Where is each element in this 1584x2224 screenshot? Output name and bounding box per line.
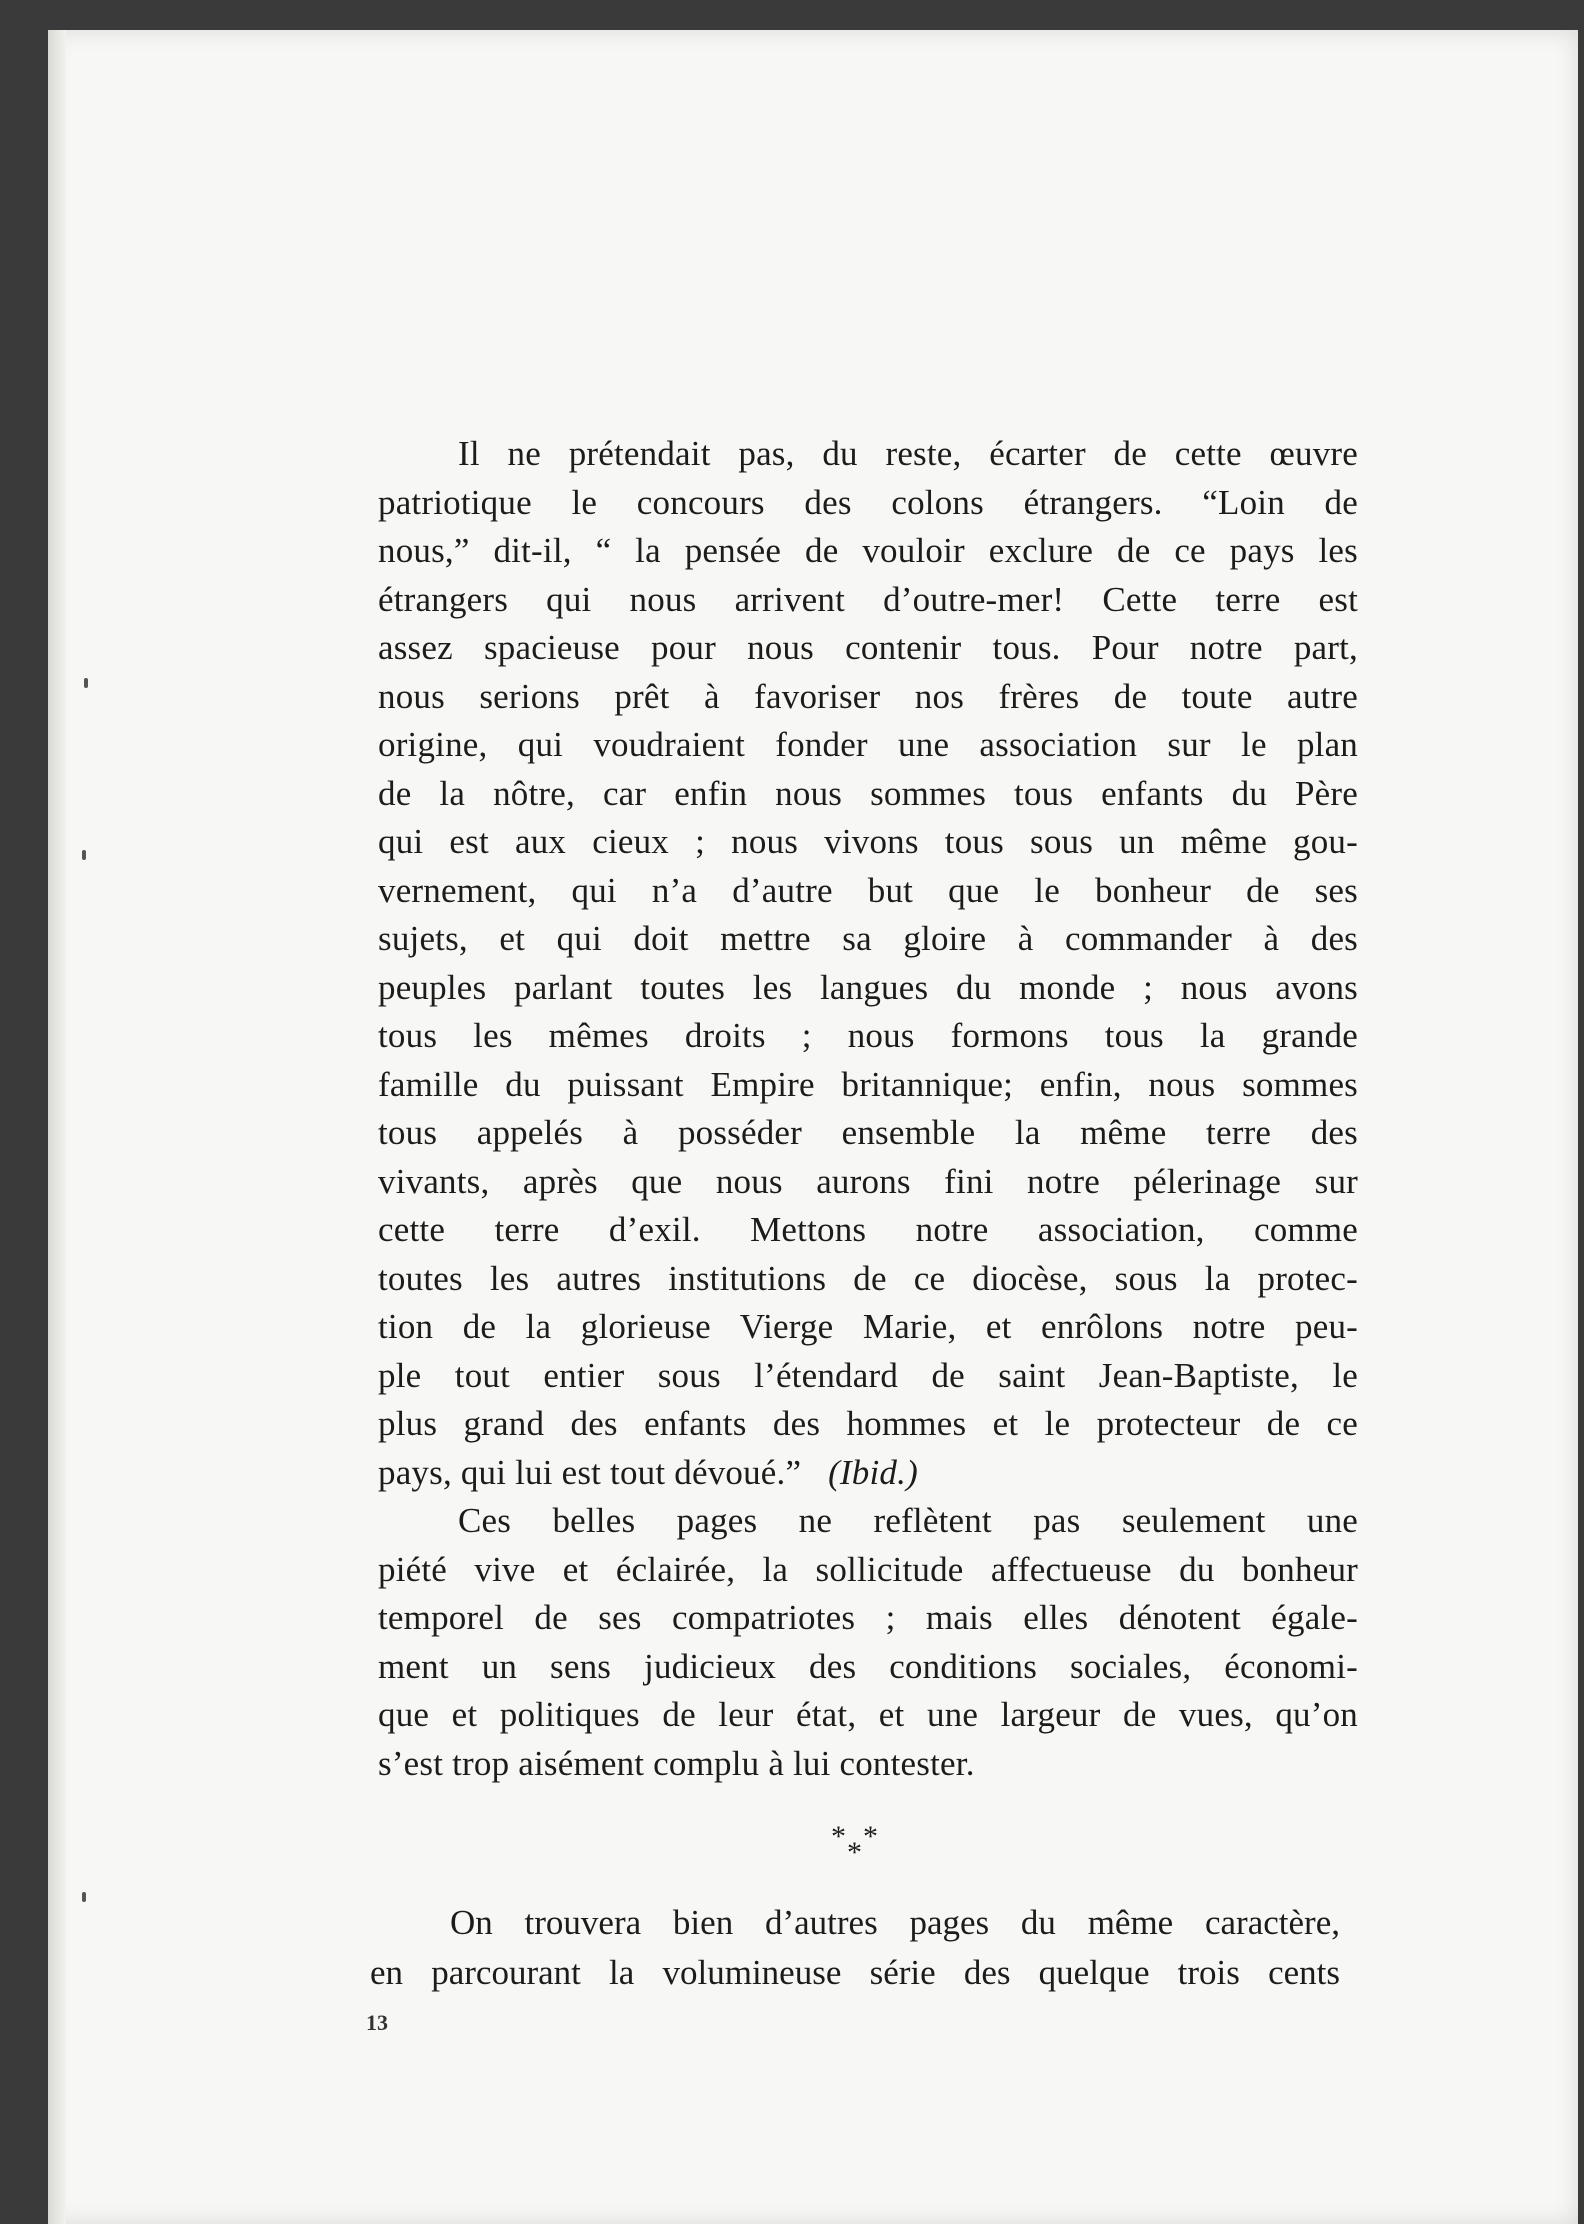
text-line: Ces belles pages ne reflètent pas seulement une [458, 1501, 1358, 1540]
text-line: plus grand des enfants des hommes et le protecteur de ce [378, 1404, 1358, 1443]
text-line: que et politiques de leur état, et une largeur de vues, qu’on [378, 1695, 1358, 1734]
text-line: étrangers qui nous arrivent d’outre-mer! Cette terre est [378, 579, 1358, 619]
text-line: cette terre d’exil. Mettons notre association, comme [378, 1210, 1358, 1249]
text-line: patriotique le concours des colons étrangers. “Loin de [378, 482, 1358, 522]
text-line: qui est aux cieux ; nous vivons tous sous un même gou- [378, 822, 1358, 861]
section-asterism [823, 1820, 893, 1880]
text-line: nous serions prêt à favoriser nos frères de toute autre [378, 676, 1358, 716]
citation-ibid: (Ibid.) [828, 1452, 918, 1492]
text-line: ple tout entier sous l’étendard de saint Jean-Baptiste, le [378, 1355, 1358, 1395]
text-line: vivants, après que nous aurons fini notre pélerinage sur [378, 1161, 1358, 1201]
margin-mark [82, 1892, 86, 1902]
text-line: On trouvera bien d’autres pages du même caractère, [450, 1903, 1340, 1942]
text-line: vernement, qui n’a d’autre but que le bonheur de ses [378, 870, 1358, 910]
text-line-body: pays, qui lui est tout dévoué.” [378, 1452, 802, 1492]
text-line: tous appelés à posséder ensemble la même terre des [378, 1113, 1358, 1152]
main-text-block [378, 430, 1358, 1788]
closing-text-block [370, 1898, 1340, 1998]
margin-mark [84, 678, 88, 688]
text-line: s’est trop aisément complu à lui contester. [378, 1743, 975, 1783]
text-line: famille du puissant Empire britannique; enfin, nous sommes [378, 1064, 1358, 1104]
text-line: piété vive et éclairée, la sollicitude affectueuse du bonheur [378, 1549, 1358, 1589]
text-line: peuples parlant toutes les langues du monde ; nous avons [378, 967, 1358, 1007]
text-line: en parcourant la volumineuse série des quelque trois cents [370, 1953, 1340, 1992]
text-line: Il ne prétendait pas, du reste, écarter de cette œuvre [458, 434, 1358, 473]
text-line: sujets, et qui doit mettre sa gloire à commander à des [378, 919, 1358, 958]
page-number: 13 [366, 2010, 388, 2035]
text-line: nous,” dit-il, “ la pensée de vouloir exclure de ce pays les [378, 531, 1358, 570]
text-line: temporel de ses compatriotes ; mais elles dénotent égale- [378, 1598, 1358, 1637]
text-line: toutes les autres institutions de ce diocèse, sous la protec- [378, 1258, 1358, 1298]
text-line: de la nôtre, car enfin nous sommes tous enfants du Père [378, 773, 1358, 813]
page-binding-edge [48, 30, 66, 2224]
asterism-star: * [847, 1836, 862, 1869]
text-line: tion de la glorieuse Vierge Marie, et enrôlons notre peu- [378, 1307, 1358, 1346]
text-line: ment un sens judicieux des conditions sociales, économi- [378, 1646, 1358, 1686]
asterism-star: * [863, 1820, 878, 1853]
text-line: origine, qui voudraient fonder une association sur le plan [378, 725, 1358, 764]
text-line: assez spacieuse pour nous contenir tous. Pour notre part, [378, 628, 1358, 667]
book-page [48, 30, 1578, 2224]
margin-mark [82, 850, 86, 860]
asterism-star: * [831, 1820, 846, 1853]
text-line: tous les mêmes droits ; nous formons tous la grande [378, 1016, 1358, 1055]
text-line-with-citation [378, 1449, 1358, 1498]
